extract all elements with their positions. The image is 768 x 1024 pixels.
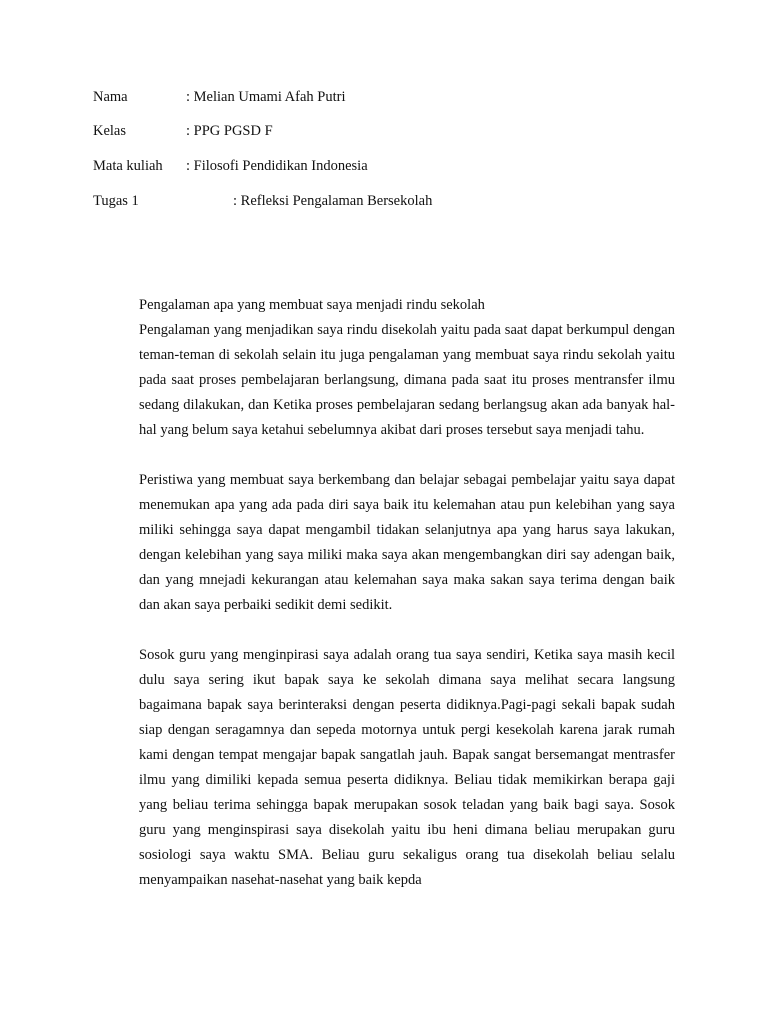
tugas-label: Tugas 1 [93,193,139,209]
body-text [139,293,675,893]
paragraph-3: Sosok guru yang menginpirasi saya adalah orang tua saya sendiri, Ketika saya masih kecil dulu saya sering ikut bapak saya ke sekolah dimana saya melihat secara langsung bagaimana bapak saya berinteraksi dengan peserta didiknya.Pagi-pagi sekali bapak sudah siap dengan seragamnya dan sepeda motornya untuk pergi kesekolah karena jarak rumah kami dengan tempat mengajar bapak sangatlah jauh. Bapak sangat bersemangat mentrasfer ilmu yang dimiliki kepada semua peserta didiknya. Beliau tidak memikirkan berapa gaji yang beliau terima sehingga bapak merupakan sosok teladan yang baik bagi saya. Sosok guru yang menginspirasi saya disekolah yaitu ibu heni dimana beliau merupakan guru sosiologi saya waktu SMA. Beliau guru sekaligus orang tua disekolah beliau selalu menyampaikan nasehat-nasehat yang baik kepda [139,647,675,888]
kelas-label: Kelas [93,123,127,139]
nama-label: Nama [93,89,128,105]
tugas-value: : Refleksi Pengalaman Bersekolah [233,193,433,209]
mata-kuliah-value: : Filosofi Pendidikan Indonesia [186,158,368,174]
paragraph-2: Peristiwa yang membuat saya berkembang dan belajar sebagai pembelajar yaitu saya dapat menemukan apa yang ada pada diri saya baik itu kelemahan atau pun kelebihan yang saya miliki sehingga saya dapat mengambil tidakan selanjutnya apa yang harus saya lakukan, dengan kelebihan yang saya miliki maka saya akan mengembangkan diri say adengan baik, dan yang mnejadi kekurangan atau kelemahan saya maka sakan saya terima dengan baik dan akan saya perbaiki sedikit demi sedikit. [139,472,675,613]
question-heading: Pengalaman apa yang membuat saya menjadi rindu sekolah [139,297,485,313]
kelas-value: : PPG PGSD F [186,123,273,139]
paragraph-spacer [139,618,675,643]
paragraph-spacer [139,443,675,468]
paragraph-1: Pengalaman yang menjadikan saya rindu disekolah yaitu pada saat dapat berkumpul dengan teman-teman di sekolah selain itu juga pengalaman yang membuat saya rindu sekolah yaitu pada saat proses pembelajaran berlangsung, dimana pada saat itu proses mentransfer ilmu sedang dilakukan, dan Ketika proses pembelajaran sedang berlangsug akan ada banyak hal-hal yang belum saya ketahui sebelumnya akibat dari proses tersebut saya menjadi tahu. [139,322,675,438]
mata-kuliah-label: Mata kuliah [93,158,163,174]
nama-value: : Melian Umami Afah Putri [186,89,346,105]
